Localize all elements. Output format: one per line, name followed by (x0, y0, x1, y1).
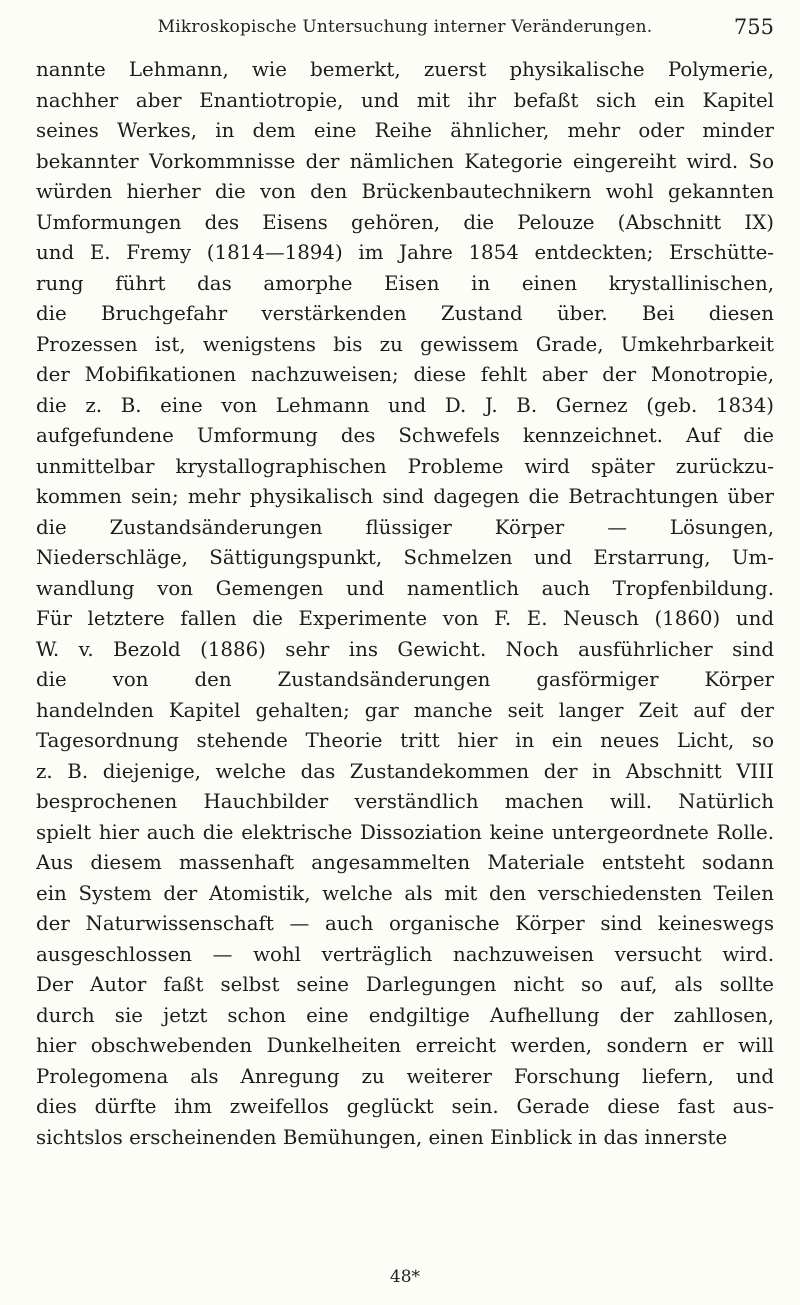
text-line: ein System der Atomistik, welche als mit den verschiedensten Teilen (36, 881, 774, 905)
text-line: unmittelbar krystallographischen Probleme wird später zurückzu- (36, 454, 774, 478)
text-line: wandlung von Gemengen und namentlich auch Tropfenbildung. (36, 576, 774, 600)
text-line: und E. Fremy (1814—1894) im Jahre 1854 entdeckten; Erschütte- (36, 241, 774, 264)
running-head (36, 17, 774, 43)
text-line: durch sie jetzt schon eine endgiltige Aufhellung der zahllosen, (36, 1003, 774, 1027)
text-line: Umformungen des Eisens gehören, die Pelouze (Abschnitt IX) (36, 210, 774, 234)
text-line: rung führt das amorphe Eisen in einen krystallinischen, (36, 271, 774, 295)
text-line: kommen sein; mehr physikalisch sind dagegen die Betrachtungen über (36, 485, 774, 508)
text-line: dies dürfte ihm zweifellos geglückt sein. Gerade diese fast aus- (36, 1095, 774, 1118)
text-line: bekannter Vorkommnisse der nämlichen Kategorie eingereiht wird. So (36, 149, 774, 173)
text-line: würden hierher die von den Brückenbautechnikern wohl gekannten (36, 180, 774, 203)
text-line: Prolegomena als Anregung zu weiterer Forschung liefern, und (36, 1064, 774, 1088)
text-line: W. v. Bezold (1886) sehr ins Gewicht. Noch ausführlicher sind (36, 637, 774, 661)
text-line: nachher aber Enantiotropie, und mit ihr befaßt sich ein Kapitel (36, 88, 774, 112)
text-line: besprochenen Hauchbilder verständlich machen will. Natürlich (36, 790, 774, 813)
text-line: z. B. diejenige, welche das Zustandekommen der in Abschnitt VIII (36, 759, 774, 783)
text-line: handelnden Kapitel gehalten; gar manche seit langer Zeit auf der (36, 698, 774, 722)
text-line: der Mobifikationen nachzuweisen; diese fehlt aber der Monotropie, (36, 363, 774, 386)
text-line: die von den Zustandsänderungen gasförmiger Körper (36, 668, 774, 691)
text-line: der Naturwissenschaft — auch organische Körper sind keineswegs (36, 912, 774, 935)
book-page (36, 0, 774, 1305)
text-line: Für letztere fallen die Experimente von F. E. Neusch (1860) und (36, 607, 774, 630)
text-line: Prozessen ist, wenigstens bis zu gewissem Grade, Umkehrbarkeit (36, 332, 774, 356)
text-line: nannte Lehmann, wie bemerkt, zuerst physikalische Polymerie, (36, 58, 774, 81)
text-line: aufgefundene Umformung des Schwefels kennzeichnet. Auf die (36, 424, 774, 447)
page-number: 755 (733, 15, 774, 39)
text-line: Tagesordnung stehende Theorie tritt hier in ein neues Licht, so (36, 729, 774, 752)
text-line: Niederschläge, Sättigungspunkt, Schmelzen und Erstarrung, Um- (36, 546, 774, 569)
text-line: ausgeschlossen — wohl verträglich nachzuweisen versucht wird. (36, 942, 774, 966)
text-line: die Zustandsänderungen flüssiger Körper — Lösungen, (36, 515, 774, 539)
running-title: Mikroskopische Untersuchung interner Veränderungen. (157, 17, 653, 37)
text-line: die Bruchgefahr verstärkenden Zustand über. Bei diesen (36, 302, 774, 325)
text-line: Der Autor faßt selbst seine Darlegungen nicht so auf, als sollte (36, 973, 774, 996)
signature-mark: 48* (389, 1267, 421, 1287)
text-line: spielt hier auch die elektrische Dissoziation keine untergeordnete Rolle. (36, 820, 774, 844)
text-line: hier obschwebenden Dunkelheiten erreicht werden, sondern er will (36, 1034, 774, 1057)
text-line: Aus diesem massenhaft angesammelten Materiale entsteht sodann (36, 851, 774, 874)
text-line: die z. B. eine von Lehmann und D. J. B. Gernez (geb. 1834) (36, 393, 774, 417)
text-line: sichtslos erscheinenden Bemühungen, einen Einblick in das innerste (36, 1125, 728, 1149)
body-text (36, 55, 774, 1153)
text-line: seines Werkes, in dem eine Reihe ähnlicher, mehr oder minder (36, 119, 774, 142)
